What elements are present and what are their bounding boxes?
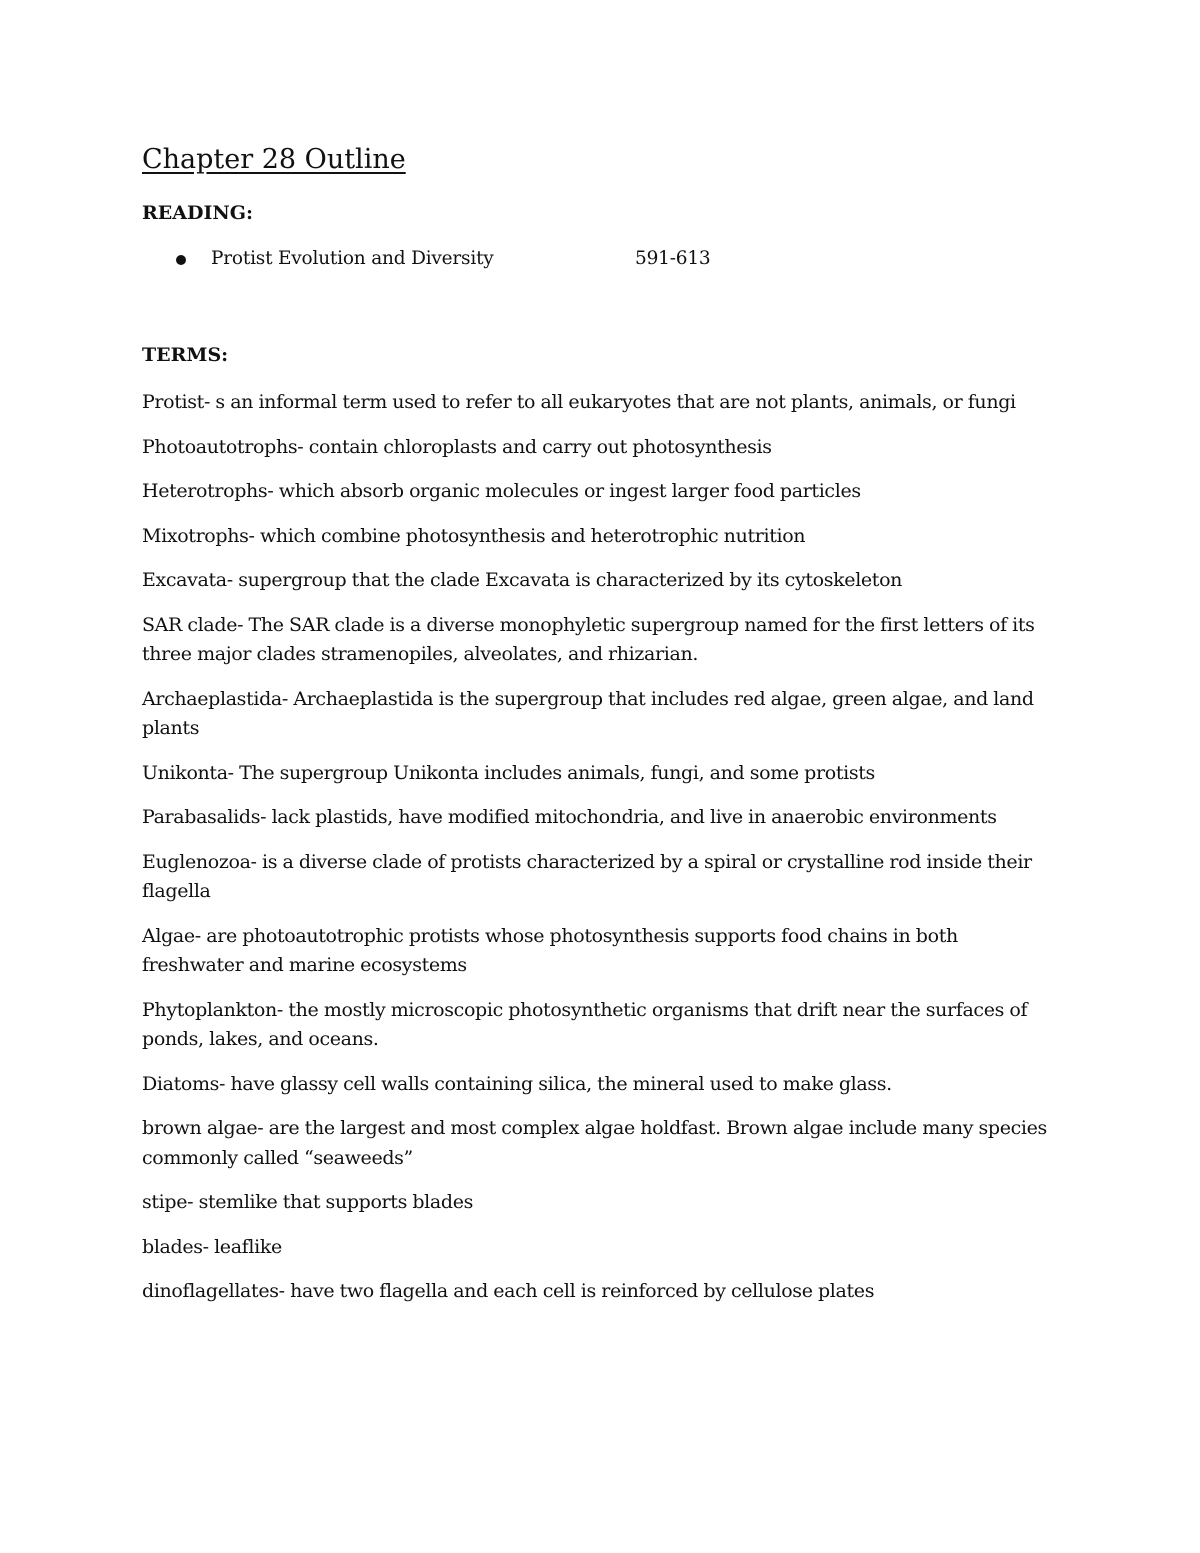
reading-heading: READING: <box>142 202 253 224</box>
reading-item <box>142 246 1062 272</box>
term-brown-algae: brown algae- are the largest and most complex algae holdfast. Brown algae include many species commonly called “seaweeds” <box>142 1117 1047 1169</box>
term-stipe: stipe- stemlike that supports blades <box>142 1191 473 1213</box>
term-sar-clade: SAR clade- The SAR clade is a diverse monophyletic supergroup named for the first letters of its three major clades stramenopiles, alveolates, and rhizarian. <box>142 613 1035 665</box>
term-heterotrophs: Heterotrophs- which absorb organic molecules or ingest larger food particles <box>142 480 861 502</box>
term-unikonta: Unikonta- The supergroup Unikonta includes animals, fungi, and some protists <box>142 761 875 784</box>
term-phytoplankton: Phytoplankton- the mostly microscopic photosynthetic organisms that drift near the surfaces of ponds, lakes, and oceans. <box>142 998 1028 1050</box>
term-parabasalids: Parabasalids- lack plastids, have modified mitochondria, and live in anaerobic environments <box>142 806 997 828</box>
reading-list <box>142 246 1062 272</box>
term-diatoms: Diatoms- have glassy cell walls containing silica, the mineral used to make glass. <box>142 1072 892 1095</box>
terms-list <box>142 388 1062 1307</box>
bullet-icon <box>176 255 186 265</box>
reading-item-title: Protist Evolution and Diversity <box>211 248 494 269</box>
term-photoautotrophs: Photoautotrophs- contain chloroplasts and carry out photosynthesis <box>142 435 772 458</box>
term-mixotrophs: Mixotrophs- which combine photosynthesis and heterotrophic nutrition <box>142 524 806 547</box>
term-euglenozoa: Euglenozoa- is a diverse clade of protists characterized by a spiral or crystalline rod inside their flagella <box>142 850 1032 902</box>
term-blades: blades- leaflike <box>142 1235 282 1258</box>
term-archaeplastida: Archaeplastida- Archaeplastida is the supergroup that includes red algae, green algae, and land plants <box>142 687 1034 739</box>
term-excavata: Excavata- supergroup that the clade Excavata is characterized by its cytoskeleton <box>142 569 903 591</box>
page-title: Chapter 28 Outline <box>142 144 406 175</box>
term-protist: Protist- s an informal term used to refer to all eukaryotes that are not plants, animals, or fungi <box>142 391 1016 413</box>
term-algae: Algae- are photoautotrophic protists whose photosynthesis supports food chains in both freshwater and marine ecosystems <box>142 924 958 976</box>
reading-item-pages: 591-613 <box>635 248 711 269</box>
document-page <box>142 140 1062 1322</box>
term-dinoflagellates: dinoflagellates- have two flagella and each cell is reinforced by cellulose plates <box>142 1280 875 1302</box>
terms-heading: TERMS: <box>142 344 229 366</box>
